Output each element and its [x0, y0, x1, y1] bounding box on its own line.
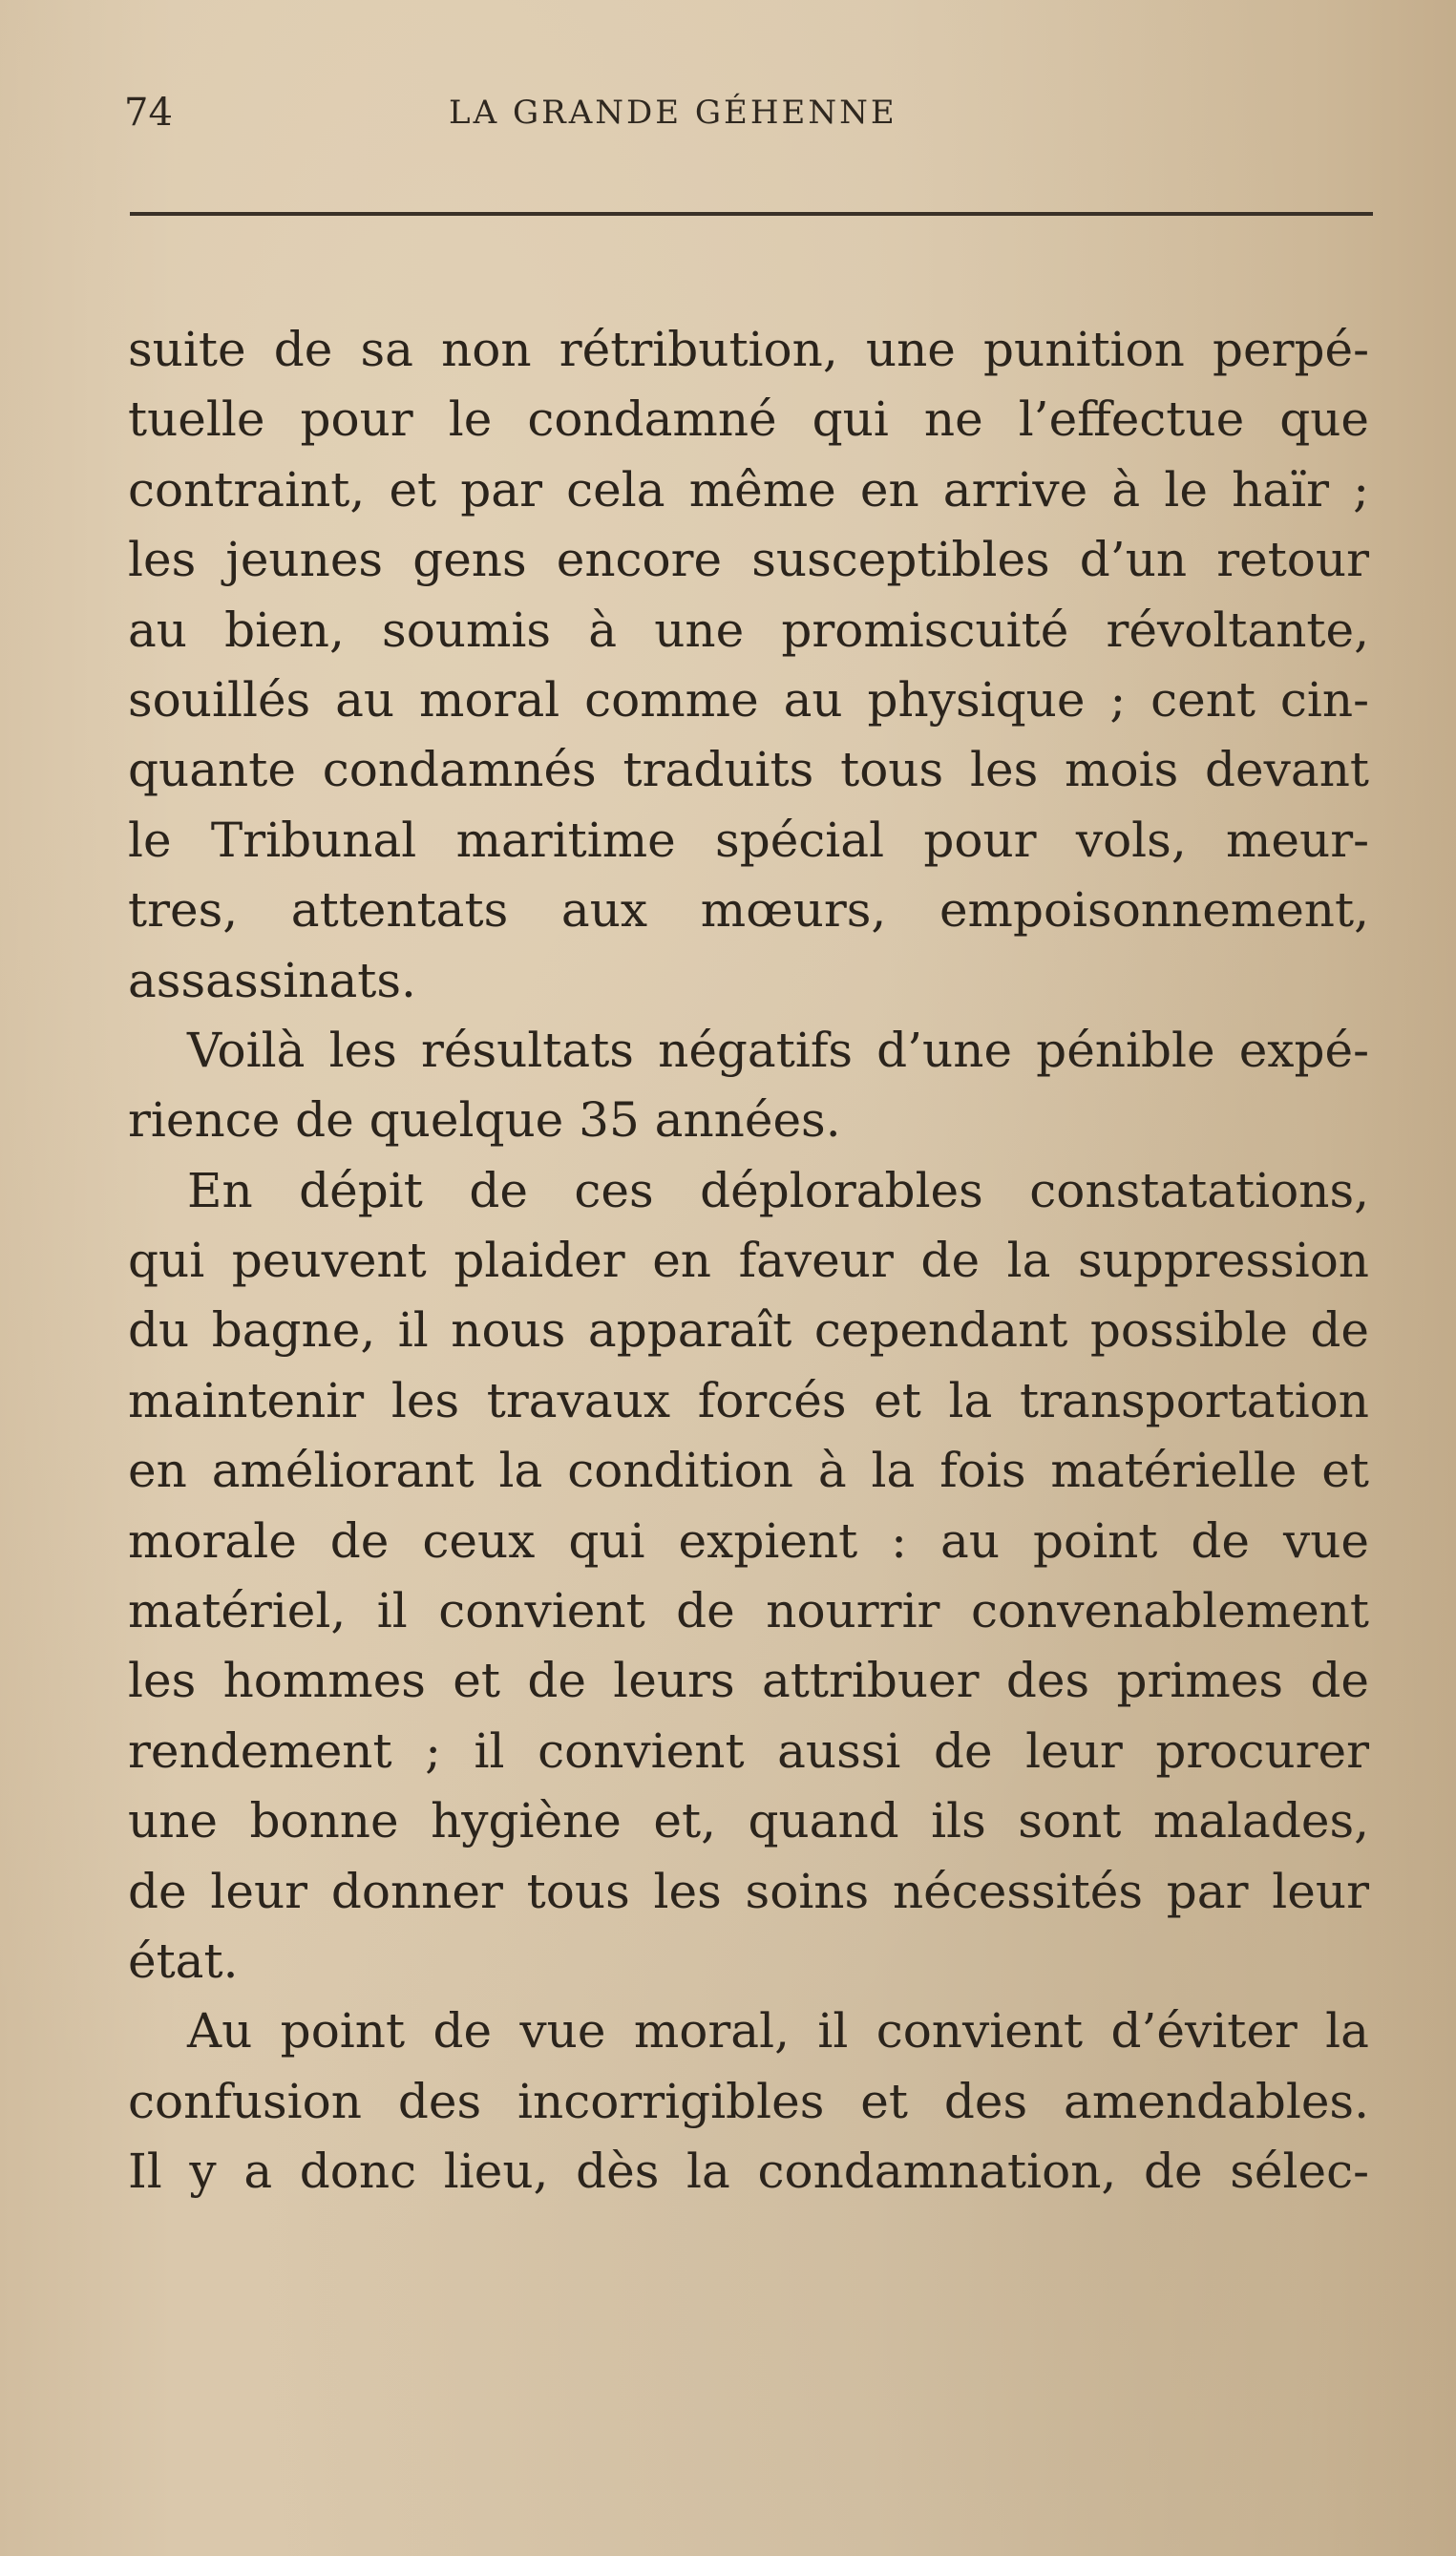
text-line: assassinats.	[128, 952, 416, 1008]
body-text	[128, 315, 1369, 2207]
text-line: une bonne hygiène et, quand ils sont malades,	[128, 1793, 1369, 1849]
text-line: rience de quelque 35 années.	[128, 1092, 841, 1149]
text-line: Au point de vue moral, il convient d’éviter la	[187, 2003, 1369, 2060]
text-line: au bien, soumis à une promiscuité révoltante,	[128, 602, 1369, 658]
page-number: 74	[124, 91, 173, 135]
text-line: qui peuvent plaider en faveur de la suppression	[128, 1233, 1369, 1289]
text-line: morale de ceux qui expient : au point de vue	[128, 1512, 1369, 1569]
text-line: du bagne, il nous apparaît cependant possible de	[128, 1302, 1369, 1359]
running-title: LA GRANDE GÉHENNE	[449, 94, 897, 132]
text-line: Voilà les résultats négatifs d’une pénible expé-	[187, 1022, 1369, 1078]
text-line: le Tribunal maritime spécial pour vols, meur-	[128, 812, 1369, 868]
text-line: les jeunes gens encore susceptibles d’un retour	[128, 532, 1369, 588]
text-line: contraint, et par cela même en arrive à le haïr ;	[128, 461, 1369, 518]
text-line: état.	[128, 1933, 239, 1989]
header-rule	[130, 212, 1373, 216]
text-line: en améliorant la condition à la fois matérielle et	[128, 1443, 1369, 1499]
text-line: Il y a donc lieu, dès la condamnation, de sélec-	[128, 2144, 1369, 2200]
text-line: tres, attentats aux mœurs, empoisonnement,	[128, 882, 1369, 939]
text-line: quante condamnés traduits tous les mois devant	[128, 742, 1369, 798]
text-line: suite de sa non rétribution, une punition perpé-	[128, 322, 1369, 377]
text-line: de leur donner tous les soins nécessités par leur	[128, 1863, 1369, 1919]
page-header	[124, 84, 1375, 141]
text-line: matériel, il convient de nourrir convenablement	[128, 1583, 1369, 1639]
text-line: les hommes et de leurs attribuer des primes de	[128, 1653, 1369, 1709]
text-line: rendement ; il convient aussi de leur procurer	[128, 1722, 1369, 1779]
text-line: confusion des incorrigibles et des amendables.	[128, 2073, 1369, 2129]
text-line: maintenir les travaux forcés et la transportation	[128, 1372, 1369, 1428]
text-line: En dépit de ces déplorables constatations,	[187, 1162, 1369, 1218]
text-line: souillés au moral comme au physique ; cent cin-	[128, 671, 1369, 728]
text-line: tuelle pour le condamné qui ne l’effectue que	[128, 391, 1369, 448]
